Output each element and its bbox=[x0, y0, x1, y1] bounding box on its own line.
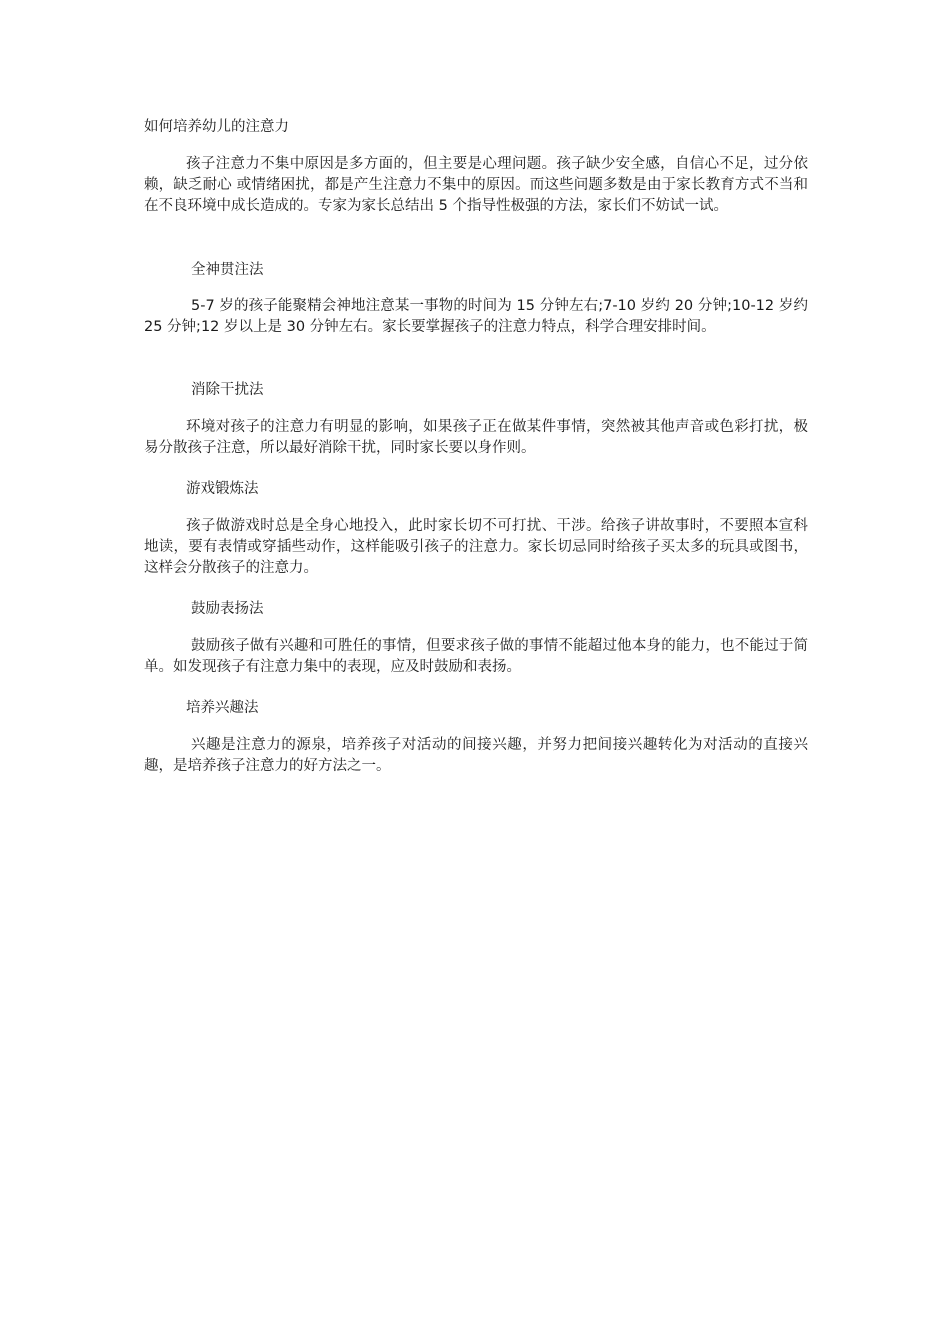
section-heading-interest: 培养兴趣法 bbox=[186, 700, 259, 716]
section-heading-game-training: 游戏锻炼法 bbox=[186, 481, 259, 497]
section-body-remove-distraction: 环境对孩子的注意力有明显的影响，如果孩子正在做某件事情，突然被其他声音或色彩打扰，极易分散孩子注意，所以最好消除干扰，同时家长要以身作则。 bbox=[144, 419, 808, 456]
section-heading-remove-distraction: 消除干扰法 bbox=[191, 382, 264, 398]
section-body-encourage-praise: 鼓励孩子做有兴趣和可胜任的事情，但要求孩子做的事情不能超过他本身的能力，也不能过于简单。如发现孩子有注意力集中的表现，应及时鼓励和表扬。 bbox=[144, 638, 808, 675]
section-body-game-training: 孩子做游戏时总是全身心地投入，此时家长切不可打扰、干涉。给孩子讲故事时，不要照本宣科地读，要有表情或穿插些动作，这样能吸引孩子的注意力。家长切忌同时给孩子买太多的玩具或图书，这样会分散孩子的注意力。 bbox=[144, 518, 808, 576]
intro-paragraph: 孩子注意力不集中原因是多方面的，但主要是心理问题。孩子缺少安全感，自信心不足，过分依赖，缺乏耐心 或情绪困扰，都是产生注意力不集中的原因。而这些问题多数是由于家长教育方式不当和在不良环境中成长造成的。专家为家长总结出 5 个指导性极强的方法，家长们不妨试一试。 bbox=[144, 156, 808, 214]
document-title: 如何培养幼儿的注意力 bbox=[144, 119, 289, 135]
section-heading-encourage-praise: 鼓励表扬法 bbox=[191, 601, 264, 617]
section-body-interest: 兴趣是注意力的源泉，培养孩子对活动的间接兴趣，并努力把间接兴趣转化为对活动的直接兴趣，是培养孩子注意力的好方法之一。 bbox=[144, 737, 808, 774]
section-body-focus: 5-7 岁的孩子能聚精会神地注意某一事物的时间为 15 分钟左右;7-10 岁约 20 分钟;10-12 岁约 25 分钟;12 岁以上是 30 分钟左右。家长要掌握孩子的注意力特点，科学合理安排时间。 bbox=[144, 298, 808, 335]
section-heading-focus: 全神贯注法 bbox=[191, 262, 264, 278]
